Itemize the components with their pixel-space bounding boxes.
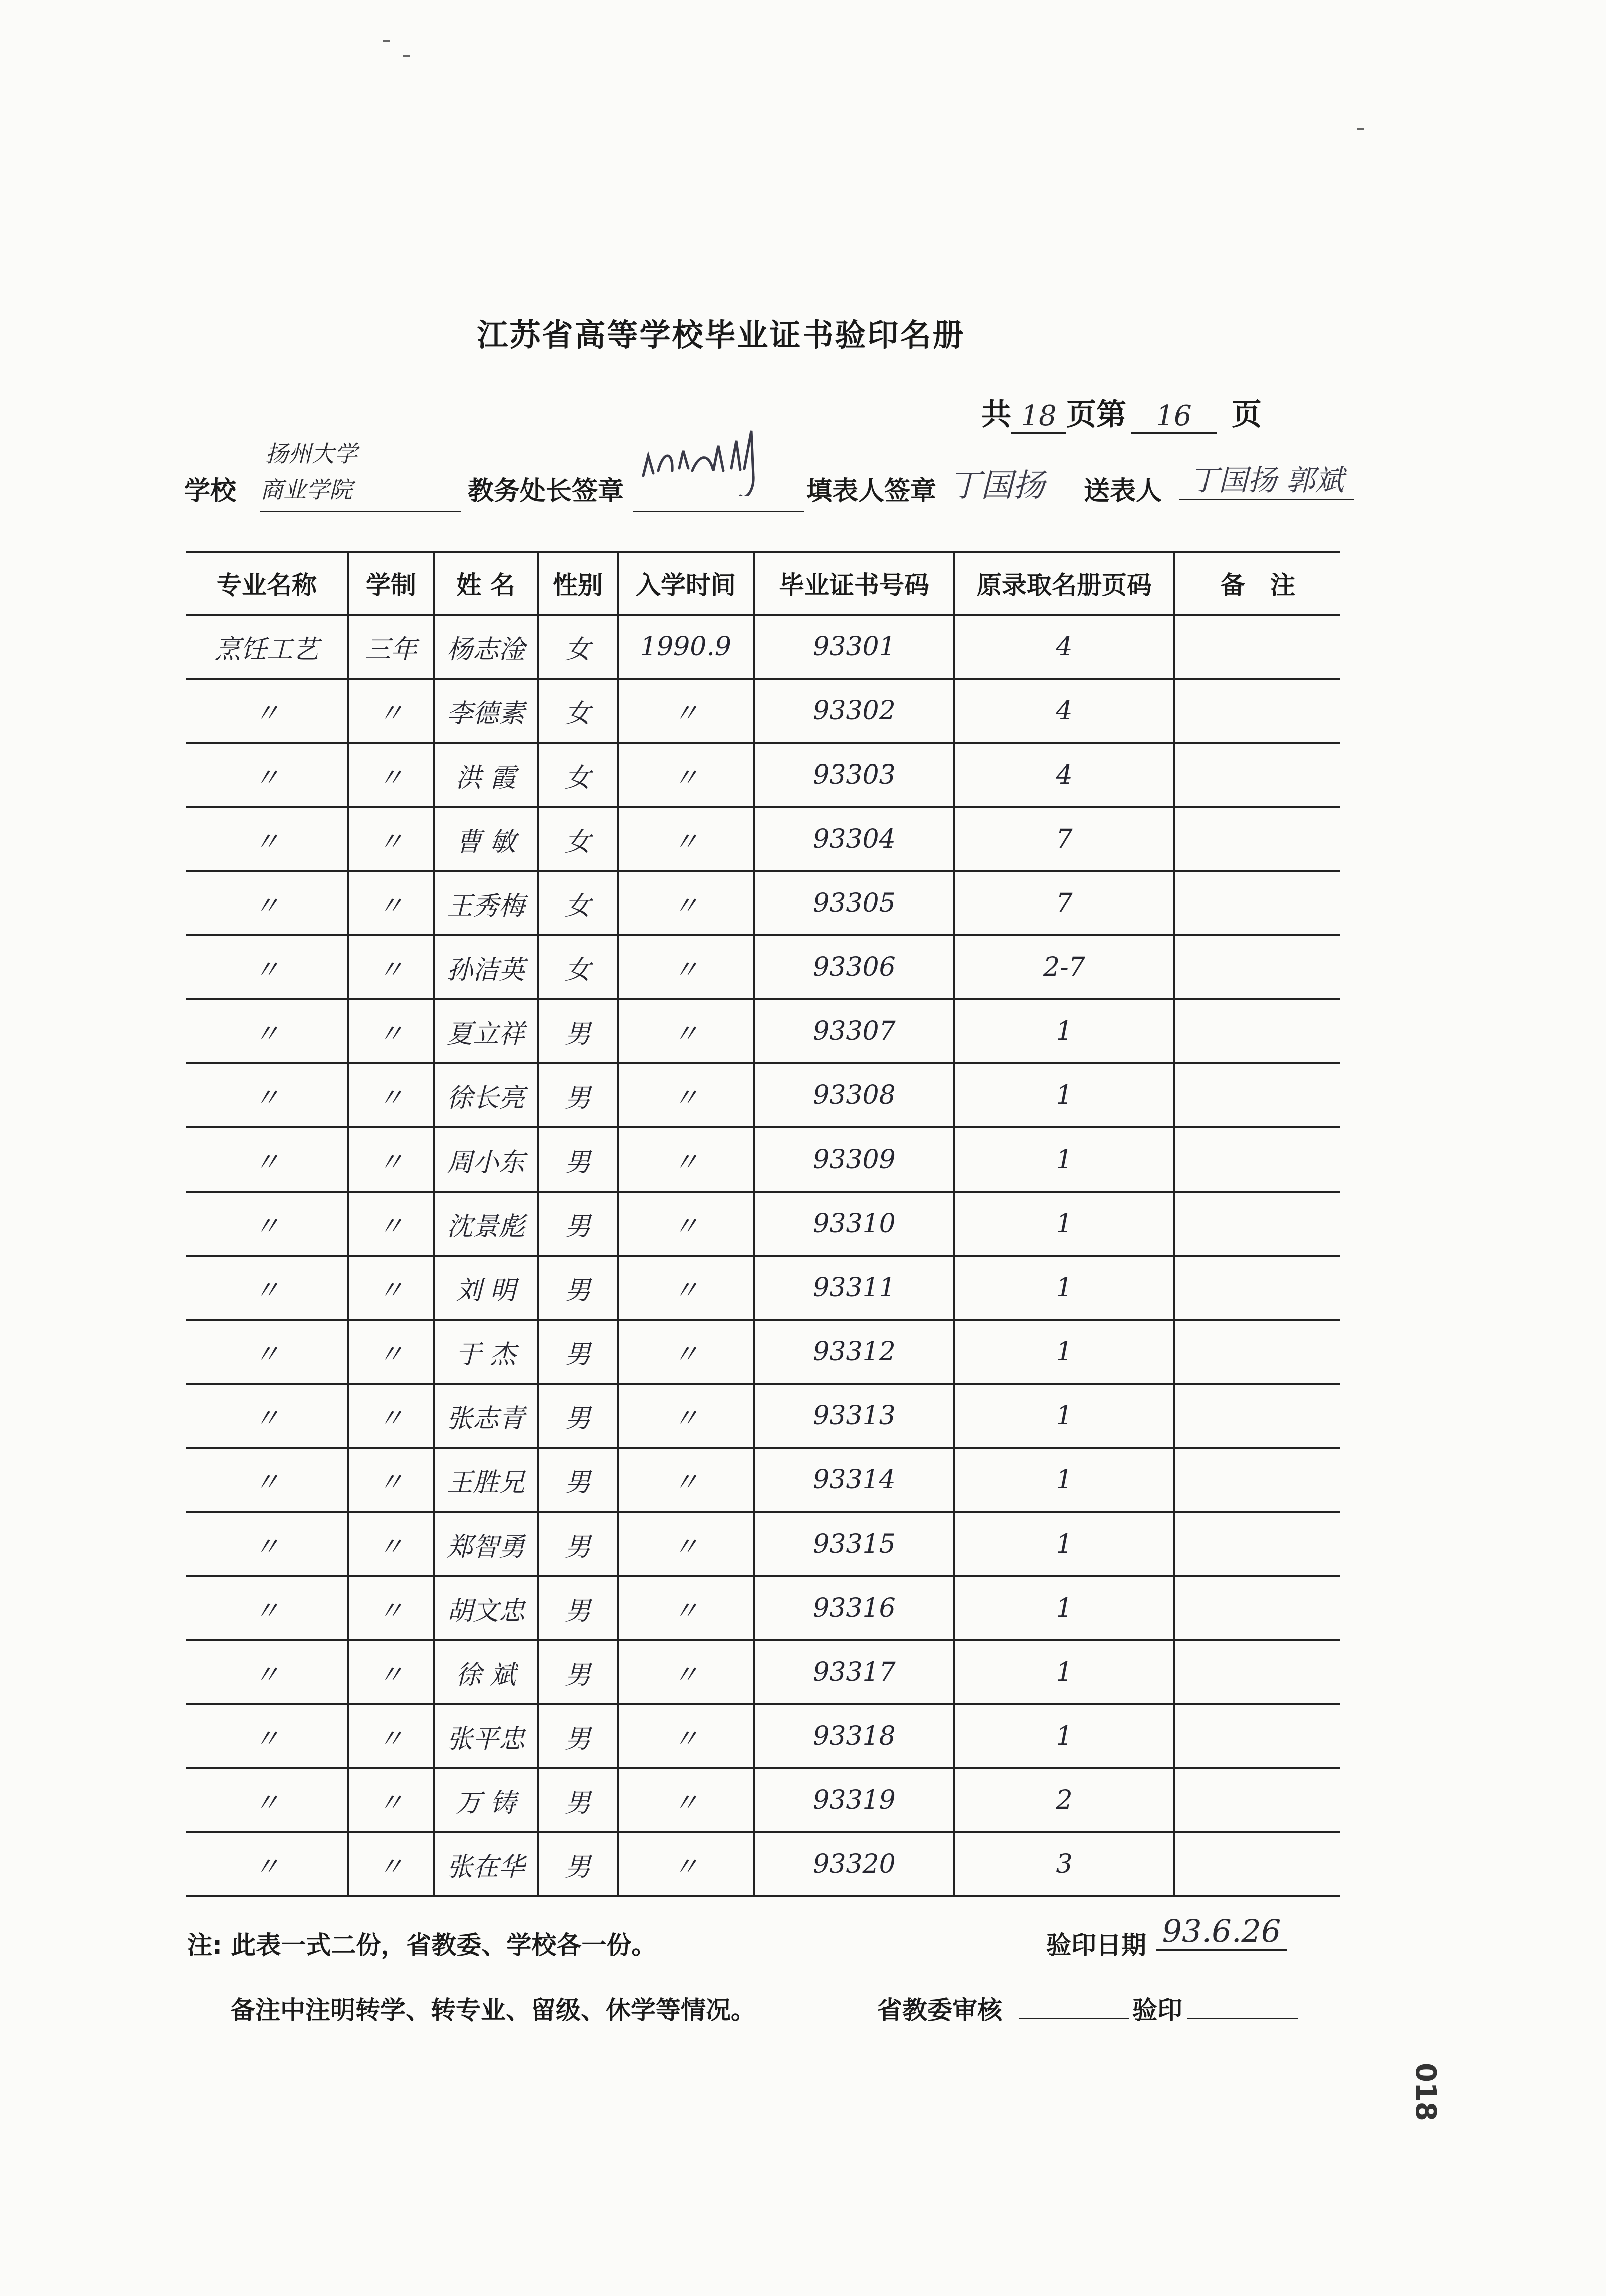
- footer-note-1: 注: 此表一式二份，省教委、学校各一份。: [187, 1931, 657, 1960]
- cell-certificate-no: 93307: [754, 999, 954, 1063]
- school-value-line1: 扬州大学: [265, 440, 357, 467]
- cell-name: 夏立祥: [434, 999, 538, 1063]
- footer-note-2: 备注中注明转学、转专业、留级、休学等情况。: [230, 1996, 756, 2025]
- cell-name: 李德素: [434, 679, 538, 743]
- page-number-value: 16: [1131, 400, 1217, 434]
- col-header-enroll-date: 入学时间: [618, 552, 754, 615]
- table-row: [186, 743, 1340, 807]
- cell-duration: 三年: [348, 615, 434, 679]
- cell-original-page: 2-7: [954, 935, 1174, 999]
- cell-enroll-date: 〃: [618, 1640, 754, 1704]
- stamp-label: 验印: [1132, 1996, 1182, 2025]
- cell-duration: 〃: [348, 807, 434, 871]
- school-value-line2: 商业学院: [260, 476, 352, 503]
- cell-certificate-no: 93310: [754, 1192, 954, 1256]
- cell-certificate-no: 93301: [754, 615, 954, 679]
- cell-name: 郑智勇: [434, 1512, 538, 1576]
- cell-gender: 男: [538, 1448, 618, 1512]
- table-row: [186, 871, 1340, 935]
- cell-remarks: [1174, 1063, 1340, 1127]
- cell-major: 〃: [186, 1320, 348, 1384]
- cell-name: 杨志淦: [434, 615, 538, 679]
- cell-original-page: 1: [954, 1256, 1174, 1320]
- cell-gender: 男: [538, 1704, 618, 1768]
- cell-gender: 男: [538, 1256, 618, 1320]
- cell-certificate-no: 93318: [754, 1704, 954, 1768]
- cell-major: 〃: [186, 743, 348, 807]
- cell-major: 〃: [186, 1384, 348, 1448]
- cell-enroll-date: 1990.9: [618, 615, 754, 679]
- table-row: [186, 615, 1340, 679]
- cell-original-page: 1: [954, 999, 1174, 1063]
- table-body: [186, 615, 1340, 1896]
- table-row: [186, 1704, 1340, 1768]
- table-row: [186, 1256, 1340, 1320]
- table-row: [186, 1127, 1340, 1192]
- cell-remarks: [1174, 1384, 1340, 1448]
- cell-duration: 〃: [348, 1256, 434, 1320]
- cell-remarks: [1174, 1768, 1340, 1832]
- cell-duration: 〃: [348, 1063, 434, 1127]
- cell-original-page: 4: [954, 615, 1174, 679]
- cell-original-page: 1: [954, 1704, 1174, 1768]
- page-number-mid: 页第: [1066, 397, 1126, 432]
- cell-major: 〃: [186, 1063, 348, 1127]
- review-label: 省教委审核: [877, 1996, 1002, 2025]
- page-title: 江苏省高等学校毕业证书验印名册: [477, 317, 965, 353]
- cell-remarks: [1174, 679, 1340, 743]
- cell-gender: 男: [538, 1320, 618, 1384]
- table-row: [186, 999, 1340, 1063]
- cell-major: 〃: [186, 807, 348, 871]
- table-row: [186, 1192, 1340, 1256]
- total-pages-value: 18: [1011, 400, 1066, 434]
- cell-enroll-date: 〃: [618, 1192, 754, 1256]
- table-row: [186, 1512, 1340, 1576]
- cell-original-page: 4: [954, 679, 1174, 743]
- cell-remarks: [1174, 871, 1340, 935]
- dean-signature-scribble: [633, 421, 804, 496]
- cell-major: 〃: [186, 1127, 348, 1192]
- col-header-name: 姓 名: [434, 552, 538, 615]
- cell-name: 张平忠: [434, 1704, 538, 1768]
- table-row: [186, 1768, 1340, 1832]
- cell-gender: 男: [538, 1768, 618, 1832]
- cell-remarks: [1174, 807, 1340, 871]
- cell-certificate-no: 93313: [754, 1384, 954, 1448]
- cell-remarks: [1174, 1576, 1340, 1640]
- cell-certificate-no: 93320: [754, 1832, 954, 1896]
- register-table: [186, 551, 1340, 1897]
- cell-duration: 〃: [348, 1704, 434, 1768]
- cell-name: 徐长亮: [434, 1063, 538, 1127]
- verify-date-value: 93.6.26: [1156, 1912, 1287, 1951]
- cell-major: 〃: [186, 1512, 348, 1576]
- cell-gender: 男: [538, 1832, 618, 1896]
- cell-gender: 女: [538, 935, 618, 999]
- cell-remarks: [1174, 999, 1340, 1063]
- cell-gender: 女: [538, 615, 618, 679]
- cell-original-page: 7: [954, 871, 1174, 935]
- table-row: [186, 1320, 1340, 1384]
- cell-original-page: 1: [954, 1448, 1174, 1512]
- cell-duration: 〃: [348, 871, 434, 935]
- col-header-gender: 性别: [538, 552, 618, 615]
- cell-name: 曹 敏: [434, 807, 538, 871]
- table-row: [186, 1576, 1340, 1640]
- cell-name: 孙洁英: [434, 935, 538, 999]
- cell-certificate-no: 93314: [754, 1448, 954, 1512]
- col-header-duration: 学制: [348, 552, 434, 615]
- filler-signature-value: 丁国扬: [949, 467, 1045, 504]
- cell-duration: 〃: [348, 1127, 434, 1192]
- cell-enroll-date: 〃: [618, 807, 754, 871]
- school-label: 学校: [184, 476, 237, 506]
- dean-signature-field: [633, 441, 804, 512]
- cell-certificate-no: 93315: [754, 1512, 954, 1576]
- cell-major: 〃: [186, 999, 348, 1063]
- cell-gender: 男: [538, 1640, 618, 1704]
- cell-gender: 女: [538, 807, 618, 871]
- cell-name: 周小东: [434, 1127, 538, 1192]
- cell-certificate-no: 93316: [754, 1576, 954, 1640]
- cell-remarks: [1174, 1320, 1340, 1384]
- scan-speck: [1357, 128, 1364, 130]
- cell-name: 于 杰: [434, 1320, 538, 1384]
- cell-duration: 〃: [348, 679, 434, 743]
- table-row: [186, 1448, 1340, 1512]
- cell-gender: 女: [538, 743, 618, 807]
- cell-major: 〃: [186, 1256, 348, 1320]
- table-row: [186, 1640, 1340, 1704]
- cell-original-page: 1: [954, 1512, 1174, 1576]
- cell-enroll-date: 〃: [618, 1832, 754, 1896]
- cell-major: 〃: [186, 1640, 348, 1704]
- cell-enroll-date: 〃: [618, 999, 754, 1063]
- stamp-blank: [1187, 2018, 1298, 2019]
- col-header-remarks: 备 注: [1174, 552, 1340, 615]
- cell-remarks: [1174, 1640, 1340, 1704]
- cell-enroll-date: 〃: [618, 679, 754, 743]
- cell-remarks: [1174, 1832, 1340, 1896]
- cell-enroll-date: 〃: [618, 1704, 754, 1768]
- cell-certificate-no: 93311: [754, 1256, 954, 1320]
- cell-remarks: [1174, 743, 1340, 807]
- cell-duration: 〃: [348, 1320, 434, 1384]
- cell-certificate-no: 93303: [754, 743, 954, 807]
- cell-original-page: 1: [954, 1063, 1174, 1127]
- col-header-certificate-no: 毕业证书号码: [754, 552, 954, 615]
- cell-name: 沈景彪: [434, 1192, 538, 1256]
- cell-gender: 男: [538, 1576, 618, 1640]
- total-pages-prefix: 共: [981, 397, 1011, 432]
- cell-name: 王胜兄: [434, 1448, 538, 1512]
- cell-original-page: 7: [954, 807, 1174, 871]
- cell-enroll-date: 〃: [618, 1063, 754, 1127]
- cell-original-page: 2: [954, 1768, 1174, 1832]
- cell-name: 万 铸: [434, 1768, 538, 1832]
- review-blank: [1019, 2018, 1129, 2019]
- cell-major: 〃: [186, 1192, 348, 1256]
- cell-duration: 〃: [348, 1512, 434, 1576]
- cell-remarks: [1174, 1127, 1340, 1192]
- cell-name: 张在华: [434, 1832, 538, 1896]
- cell-certificate-no: 93317: [754, 1640, 954, 1704]
- school-field: [260, 436, 461, 512]
- cell-name: 胡文忠: [434, 1576, 538, 1640]
- cell-original-page: 4: [954, 743, 1174, 807]
- cell-enroll-date: 〃: [618, 935, 754, 999]
- cell-remarks: [1174, 935, 1340, 999]
- cell-gender: 男: [538, 1127, 618, 1192]
- cell-duration: 〃: [348, 1384, 434, 1448]
- cell-certificate-no: 93308: [754, 1063, 954, 1127]
- cell-enroll-date: 〃: [618, 1256, 754, 1320]
- cell-duration: 〃: [348, 935, 434, 999]
- cell-enroll-date: 〃: [618, 1448, 754, 1512]
- cell-duration: 〃: [348, 1576, 434, 1640]
- cell-gender: 男: [538, 1192, 618, 1256]
- cell-gender: 女: [538, 679, 618, 743]
- cell-certificate-no: 93319: [754, 1768, 954, 1832]
- cell-major: 〃: [186, 871, 348, 935]
- cell-enroll-date: 〃: [618, 1127, 754, 1192]
- cell-enroll-date: 〃: [618, 871, 754, 935]
- cell-enroll-date: 〃: [618, 1384, 754, 1448]
- cell-original-page: 1: [954, 1384, 1174, 1448]
- cell-name: 张志青: [434, 1384, 538, 1448]
- table-row: [186, 1384, 1340, 1448]
- cell-remarks: [1174, 615, 1340, 679]
- pagination: [981, 391, 1262, 434]
- table-row: [186, 807, 1340, 871]
- cell-major: 〃: [186, 935, 348, 999]
- cell-name: 徐 斌: [434, 1640, 538, 1704]
- cell-gender: 男: [538, 1512, 618, 1576]
- verify-date-label: 验印日期: [1046, 1931, 1146, 1960]
- cell-major: 〃: [186, 1448, 348, 1512]
- cell-enroll-date: 〃: [618, 1320, 754, 1384]
- filler-signature-label: 填表人签章: [806, 476, 937, 506]
- cell-certificate-no: 93302: [754, 679, 954, 743]
- col-header-major: 专业名称: [186, 552, 348, 615]
- cell-original-page: 1: [954, 1576, 1174, 1640]
- col-header-original-page: 原录取名册页码: [954, 552, 1174, 615]
- cell-original-page: 1: [954, 1192, 1174, 1256]
- cell-original-page: 3: [954, 1832, 1174, 1896]
- cell-remarks: [1174, 1448, 1340, 1512]
- cell-name: 刘 明: [434, 1256, 538, 1320]
- scan-speck: [403, 55, 410, 57]
- table-row: [186, 679, 1340, 743]
- sender-label: 送表人: [1084, 476, 1162, 506]
- cell-original-page: 1: [954, 1127, 1174, 1192]
- cell-gender: 女: [538, 871, 618, 935]
- cell-major: 〃: [186, 1704, 348, 1768]
- cell-gender: 男: [538, 1384, 618, 1448]
- cell-certificate-no: 93309: [754, 1127, 954, 1192]
- scan-speck: [383, 40, 390, 42]
- cell-gender: 男: [538, 999, 618, 1063]
- cell-major: 〃: [186, 679, 348, 743]
- cell-duration: 〃: [348, 1768, 434, 1832]
- cell-enroll-date: 〃: [618, 1768, 754, 1832]
- cell-duration: 〃: [348, 1448, 434, 1512]
- table-row: [186, 1063, 1340, 1127]
- cell-remarks: [1174, 1704, 1340, 1768]
- cell-remarks: [1174, 1512, 1340, 1576]
- cell-enroll-date: 〃: [618, 1576, 754, 1640]
- cell-certificate-no: 93305: [754, 871, 954, 935]
- cell-gender: 男: [538, 1063, 618, 1127]
- cell-certificate-no: 93306: [754, 935, 954, 999]
- archive-page-number: 018: [1409, 2063, 1442, 2121]
- cell-enroll-date: 〃: [618, 1512, 754, 1576]
- cell-certificate-no: 93304: [754, 807, 954, 871]
- cell-duration: 〃: [348, 1640, 434, 1704]
- cell-remarks: [1174, 1192, 1340, 1256]
- cell-original-page: 1: [954, 1320, 1174, 1384]
- cell-duration: 〃: [348, 743, 434, 807]
- cell-enroll-date: 〃: [618, 743, 754, 807]
- dean-signature-label: 教务处长签章: [468, 476, 624, 506]
- cell-remarks: [1174, 1256, 1340, 1320]
- table-row: [186, 1832, 1340, 1896]
- cell-major: 烹饪工艺: [186, 615, 348, 679]
- cell-duration: 〃: [348, 1832, 434, 1896]
- table-header-row: [186, 552, 1340, 615]
- cell-duration: 〃: [348, 999, 434, 1063]
- table-row: [186, 935, 1340, 999]
- cell-original-page: 1: [954, 1640, 1174, 1704]
- cell-name: 王秀梅: [434, 871, 538, 935]
- cell-major: 〃: [186, 1832, 348, 1896]
- cell-major: 〃: [186, 1576, 348, 1640]
- sender-value: 丁国扬 郭斌: [1179, 457, 1354, 500]
- cell-duration: 〃: [348, 1192, 434, 1256]
- cell-certificate-no: 93312: [754, 1320, 954, 1384]
- cell-major: 〃: [186, 1768, 348, 1832]
- cell-name: 洪 霞: [434, 743, 538, 807]
- page-number-suffix: 页: [1232, 397, 1262, 432]
